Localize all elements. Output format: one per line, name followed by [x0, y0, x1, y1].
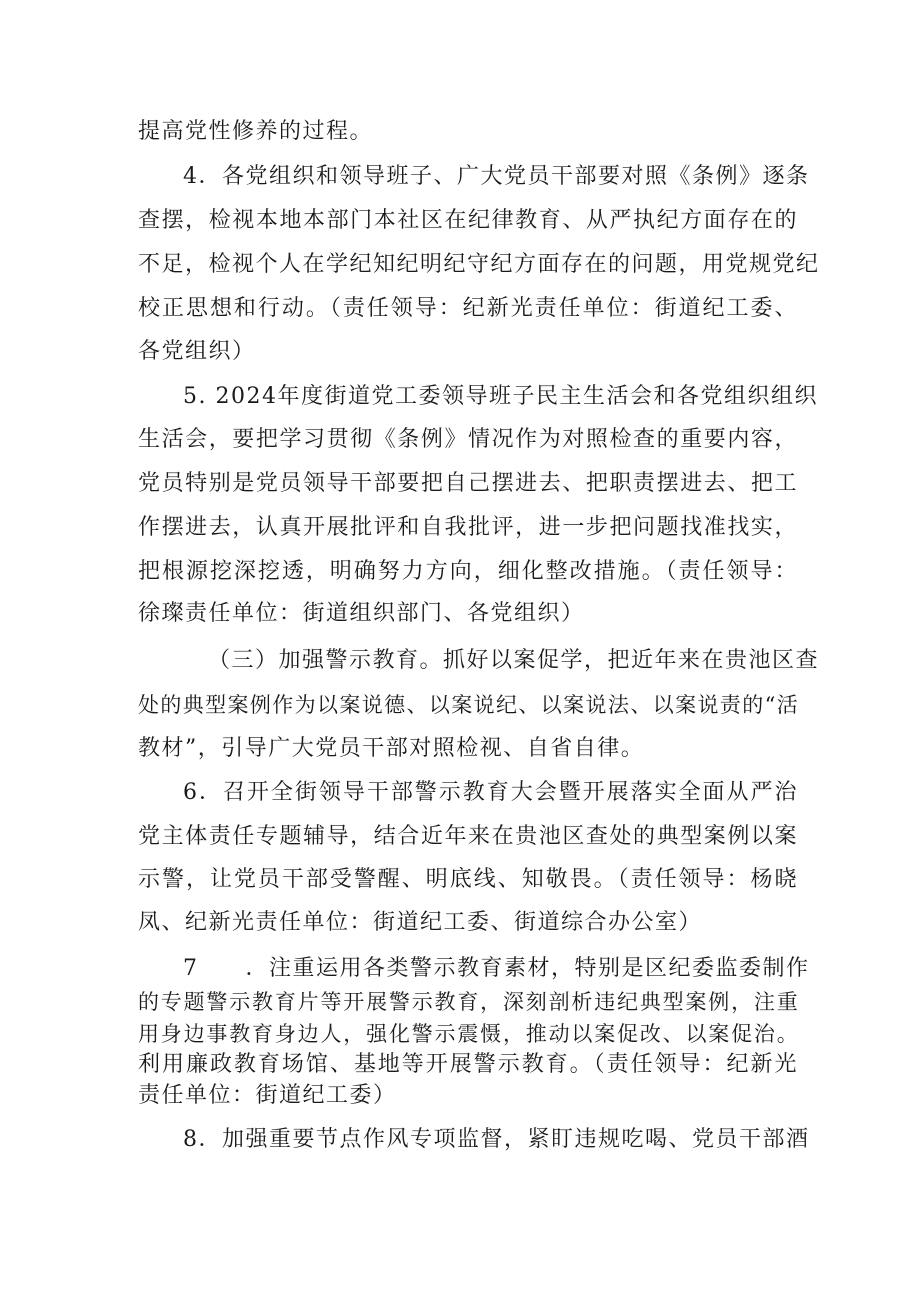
- text-line: 示警，让党员干部受警醒、明底线、知敬畏。（责任领导：杨晓: [138, 867, 798, 892]
- text-line: 党员特别是党员领导干部要把自己摆进去、把职责摆进去、把工: [138, 471, 798, 496]
- text-line: 作摆进去，认真开展批评和自我批评，进一步把问题找准找实，: [138, 515, 798, 540]
- text-line: 徐璨责任单位：街道组织部门、各党组织）: [138, 601, 585, 626]
- text-line: 4．各党组织和领导班子、广大党员干部要对照《条例》逐条: [183, 164, 810, 189]
- text-line: 用身边事教育身边人，强化警示震慑，推动以案促改、以案促治。: [138, 1022, 798, 1046]
- text-line: 5. 2024年度街道党工委领导班子民主生活会和各党组织组织: [183, 384, 818, 409]
- text-line: 不足，检视个人在学纪知纪明纪守纪方面存在的问题，用党规党纪: [138, 252, 820, 277]
- text-line: 6．召开全街领导干部警示教育大会暨开展落实全面从严治: [183, 780, 798, 805]
- section-heading-line: （三）加强警示教育。抓好以案促学，把近年来在贵池区查: [208, 648, 820, 673]
- text-line: 党主体责任专题辅导，结合近年来在贵池区查处的典型案例以案: [138, 824, 798, 849]
- text-line: 把根源挖深挖透，明确努力方向，细化整改措施。（责任领导：: [138, 559, 798, 584]
- text-line: 利用廉政教育场馆、基地等开展警示教育。（责任领导：纪新光: [138, 1052, 798, 1077]
- text-line: 的专题警示教育片等开展警示教育，深刻剖析违纪典型案例，注重: [138, 990, 798, 1014]
- text-line: 提高党性修养的过程。: [138, 119, 374, 144]
- text-line: 生活会，要把学习贯彻《条例》情况作为对照检查的重要内容，: [138, 427, 798, 452]
- text-line: 凤、纪新光责任单位：街道纪工委、街道综合办公室）: [138, 910, 703, 935]
- text-line: 8．加强重要节点作风专项监督，紧盯违规吃喝、党员干部酒: [183, 1127, 810, 1152]
- text-line: 处的典型案例作为以案说德、以案说纪、以案说法、以案说责的“活: [138, 693, 798, 717]
- text-line: 查摆，检视本地本部门本社区在纪律教育、从严执纪方面存在的: [138, 208, 798, 233]
- text-line: 教材”，引导广大党员干部对照检视、自省自律。: [138, 736, 645, 761]
- text-line: 7 ．注重运用各类警示教育素材，特别是区纪委监委制作: [183, 956, 810, 981]
- text-line: 校正思想和行动。（责任领导：纪新光责任单位：街道纪工委、: [138, 296, 798, 321]
- text-line: 各党组织）: [138, 339, 256, 364]
- text-line: 责任单位：街道纪工委）: [138, 1083, 397, 1108]
